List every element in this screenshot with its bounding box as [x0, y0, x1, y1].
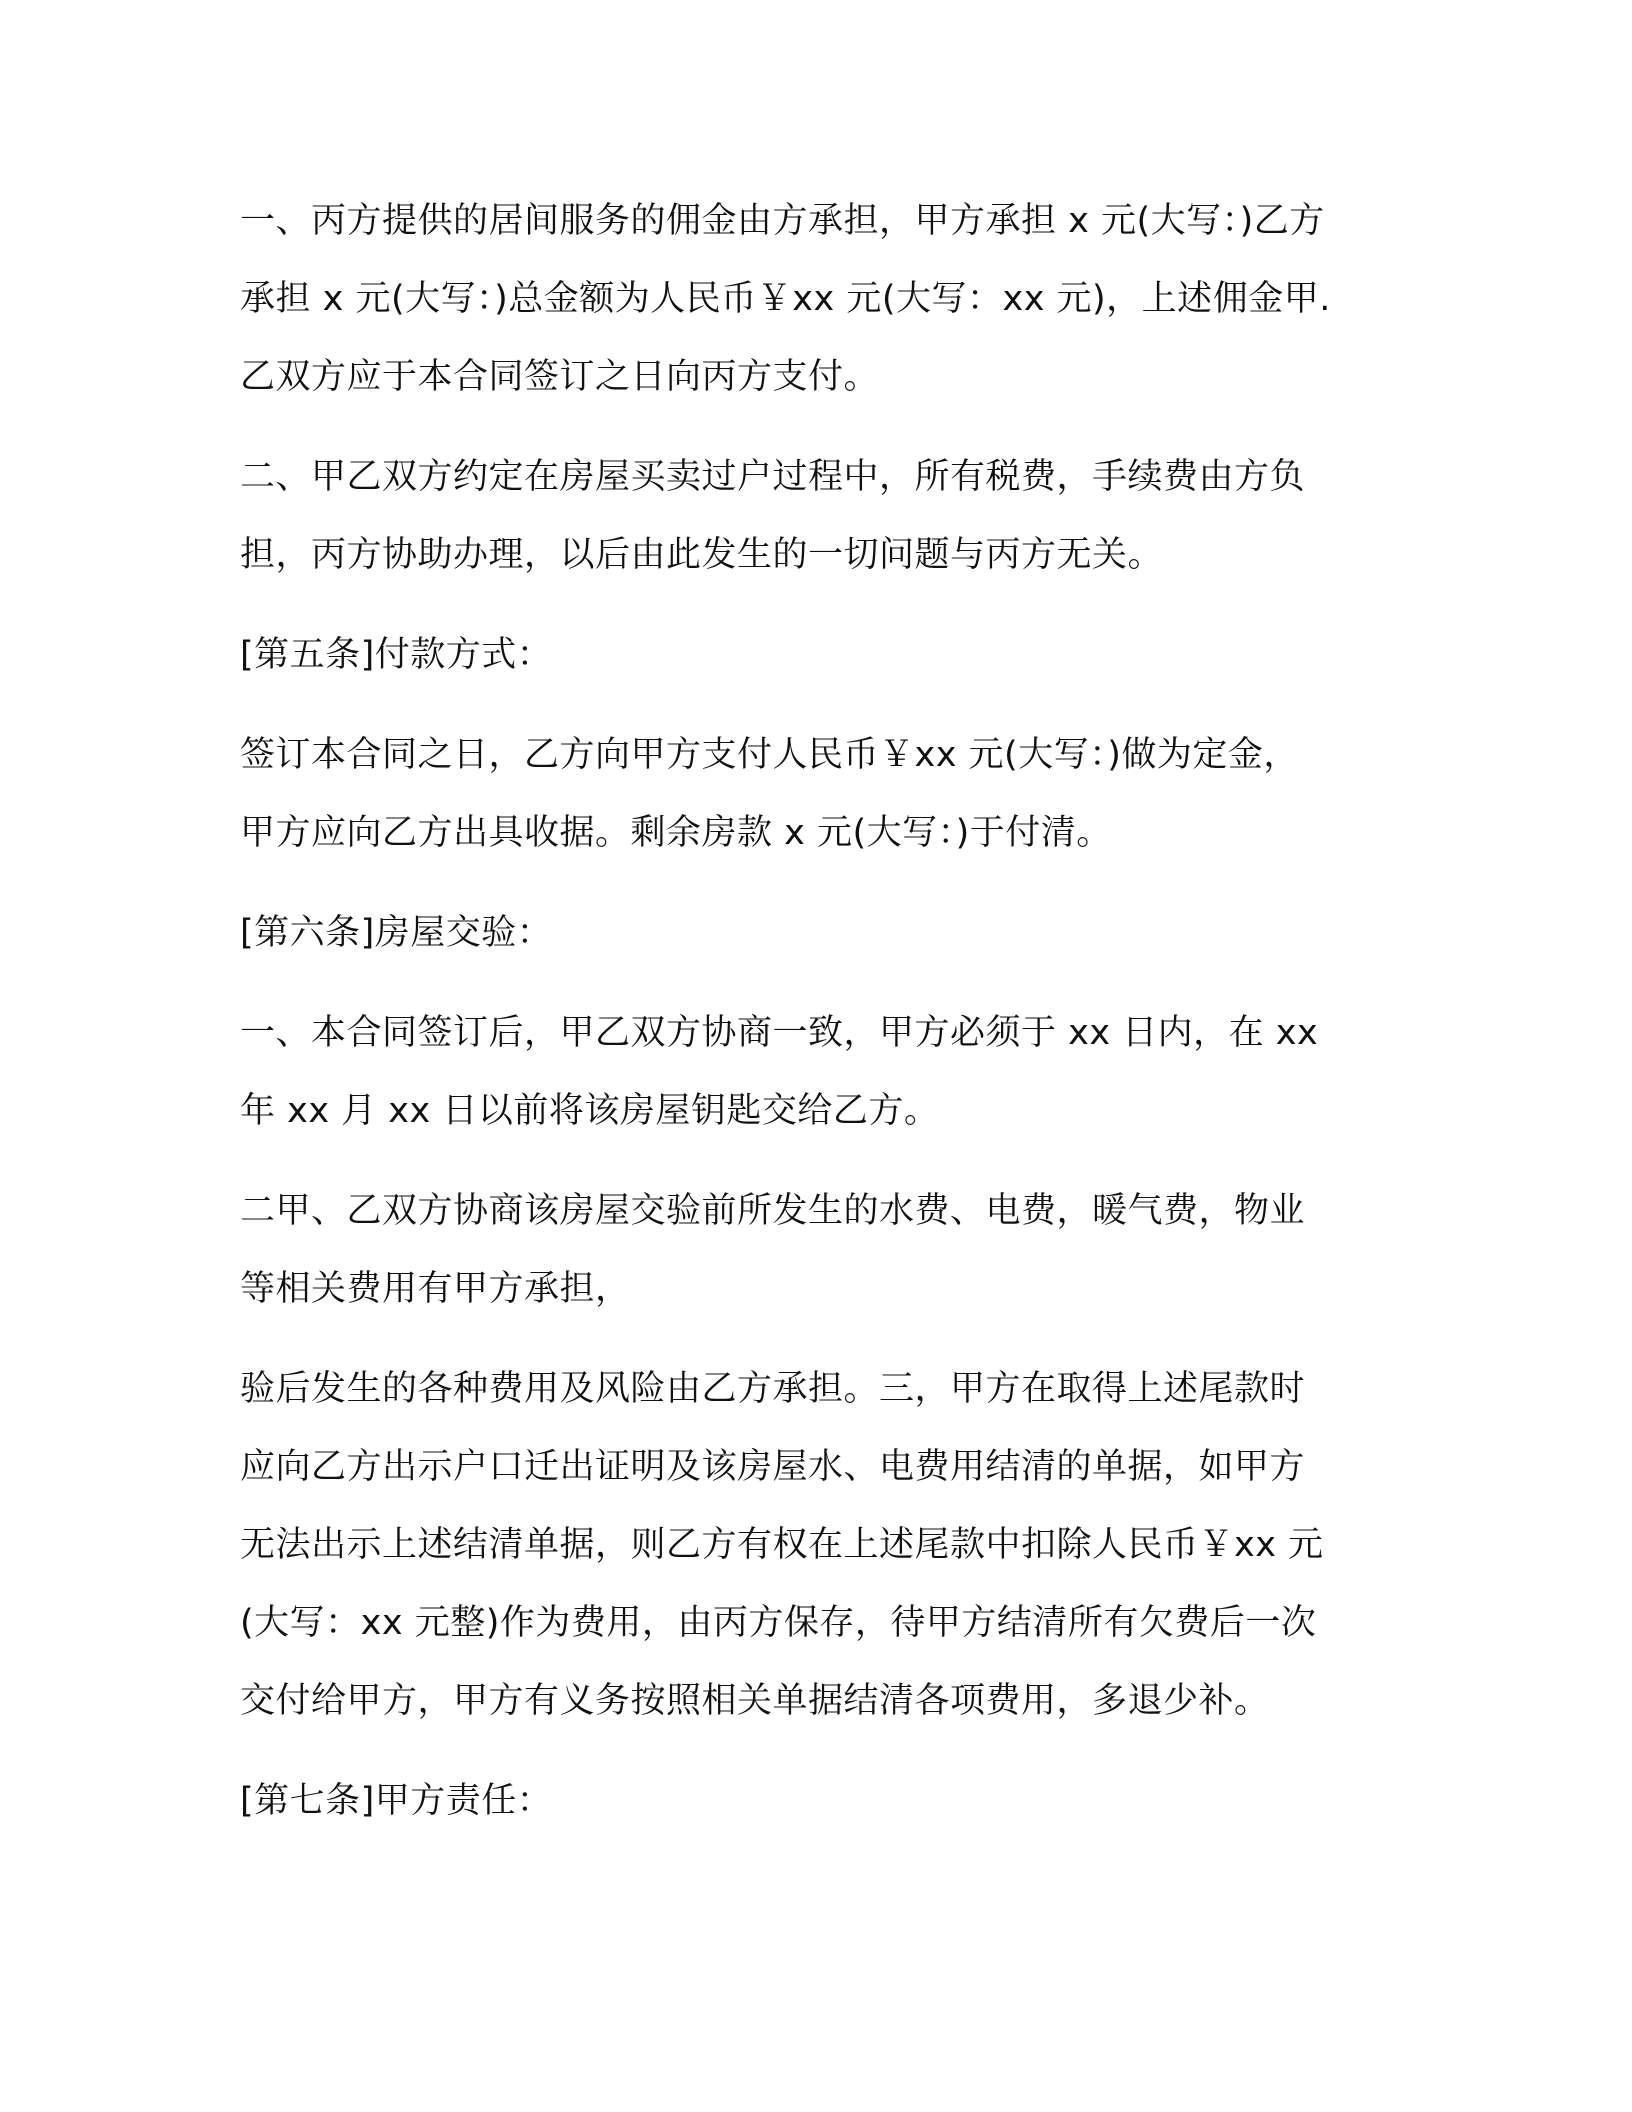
text-line: 一、本合同签订后，甲乙双方协商一致，甲方必须于 xx 日内，在 xx [240, 1013, 1319, 1053]
text-line: 应向乙方出示户口迁出证明及该房屋水、电费用结清的单据，如甲方 [240, 1447, 1306, 1487]
text-line: 无法出示上述结清单据，则乙方有权在上述尾款中扣除人民币￥xx 元 [240, 1525, 1324, 1565]
text-line: 一、丙方提供的居间服务的佣金由方承担，甲方承担 x 元(大写：)乙方 [240, 201, 1325, 241]
paragraph-utility-fees [240, 1172, 1400, 1328]
text-line: 等相关费用有甲方承担， [240, 1269, 631, 1309]
text-line: 年 xx 月 xx 日以前将该房屋钥匙交给乙方。 [240, 1091, 940, 1131]
text-line: [第七条]甲方责任： [240, 1781, 553, 1821]
text-line: 交付给甲方，甲方有义务按照相关单据结清各项费用，多退少补。 [240, 1681, 1270, 1721]
article-five-heading [240, 616, 1400, 694]
document-body [240, 182, 1400, 1862]
article-seven-heading [240, 1762, 1400, 1840]
text-line: [第五条]付款方式： [240, 635, 553, 675]
paragraph-taxes [240, 438, 1400, 594]
paragraph-key-handover [240, 994, 1400, 1150]
text-line: 担，丙方协助办理，以后由此发生的一切问题与丙方无关。 [240, 535, 1164, 575]
text-line: 验后发生的各种费用及风险由乙方承担。三，甲方在取得上述尾款时 [240, 1369, 1306, 1409]
text-line: 甲方应向乙方出具收据。剩余房款 x 元(大写：)于付清。 [240, 813, 1112, 853]
text-line: 乙双方应于本合同签订之日向丙方支付。 [240, 357, 880, 397]
text-line: (大写：xx 元整)作为费用，由丙方保存，待甲方结清所有欠费后一次 [240, 1603, 1317, 1643]
paragraph-commission [240, 182, 1400, 416]
text-line: 签订本合同之日，乙方向甲方支付人民币￥xx 元(大写：)做为定金， [240, 735, 1299, 775]
article-six-heading [240, 894, 1400, 972]
text-line: 承担 x 元(大写：)总金额为人民币￥xx 元(大写：xx 元)，上述佣金甲. [240, 279, 1331, 319]
text-line: [第六条]房屋交验： [240, 913, 553, 953]
text-line: 二甲、乙双方协商该房屋交验前所发生的水费、电费，暖气费，物业 [240, 1191, 1306, 1231]
text-line: 二、甲乙双方约定在房屋买卖过户过程中，所有税费，手续费由方负 [240, 457, 1306, 497]
paragraph-final-payment [240, 1350, 1400, 1740]
paragraph-payment [240, 716, 1400, 872]
